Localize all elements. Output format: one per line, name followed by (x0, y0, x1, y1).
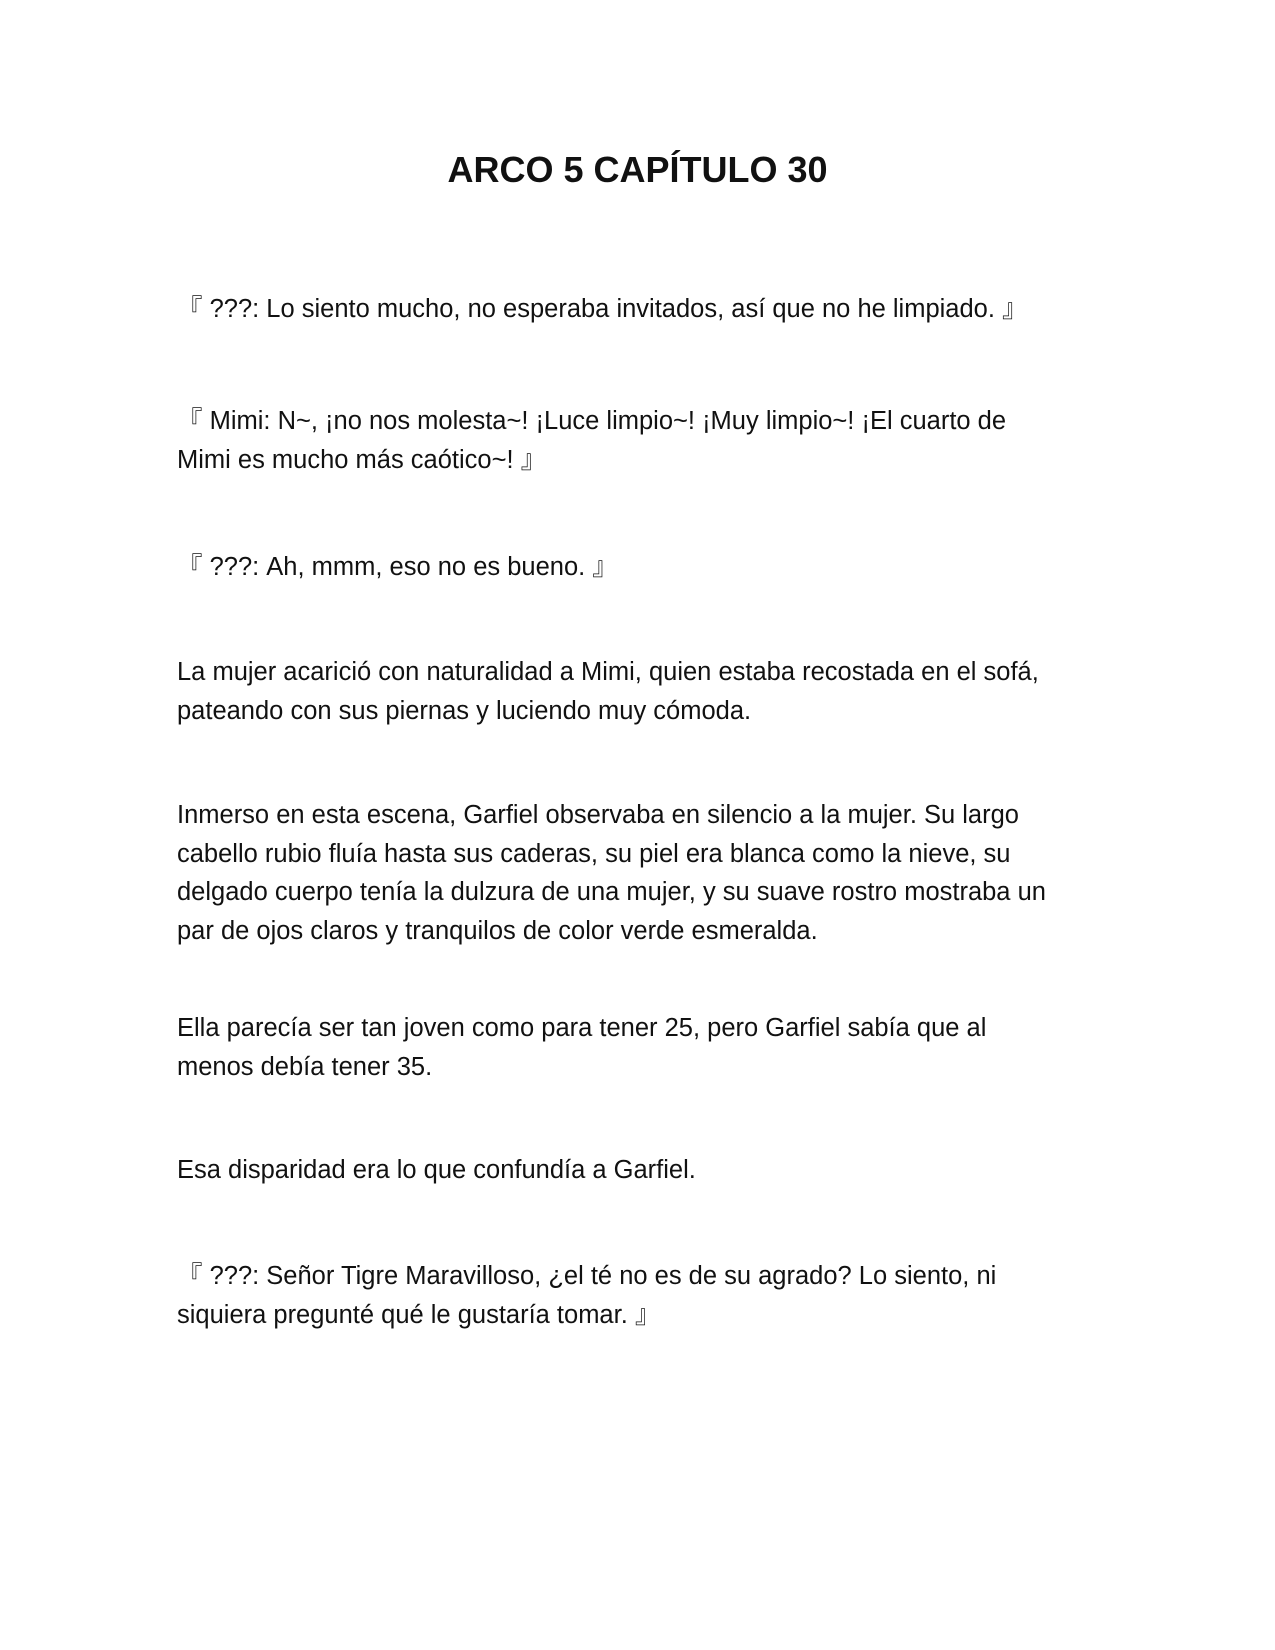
paragraph-5: Inmerso en esta escena, Garfiel observaba en silencio a la mujer. Su largo cabello rubio fluía hasta sus caderas, su piel era blanca como la nieve, su delgado cuerpo tenía la dulzura de una mujer, y su suave rostro mostraba un par de ojos claros y tranquilos de color verde esmeralda. (177, 801, 1046, 945)
paragraph-2: 『 Mimi: N~, ¡no nos molesta~! ¡Luce limpio~! ¡Muy limpio~! ¡El cuarto de Mimi es mucho más caótico~! 』 (177, 407, 1007, 474)
paragraph-4: La mujer acarició con naturalidad a Mimi, quien estaba recostada en el sofá, pateando con sus piernas y luciendo muy cómoda. (177, 658, 1039, 725)
paragraph-6: Ella parecía ser tan joven como para tener 25, pero Garfiel sabía que al menos debía tener 35. (177, 1014, 987, 1081)
paragraph-7: Esa disparidad era lo que confundía a Garfiel. (177, 1156, 696, 1184)
paragraph-1: 『 ???: Lo siento mucho, no esperaba invitados, así que no he limpiado. 』 (177, 295, 1028, 323)
paragraph-8: 『 ???: Señor Tigre Maravilloso, ¿el té no es de su agrado? Lo siento, ni siquiera pregunté qué le gustaría tomar. 』 (177, 1262, 997, 1329)
chapter-title: ARCO 5 CAPÍTULO 30 (447, 149, 828, 190)
paragraph-3: 『 ???: Ah, mmm, eso no es bueno. 』 (177, 553, 618, 581)
